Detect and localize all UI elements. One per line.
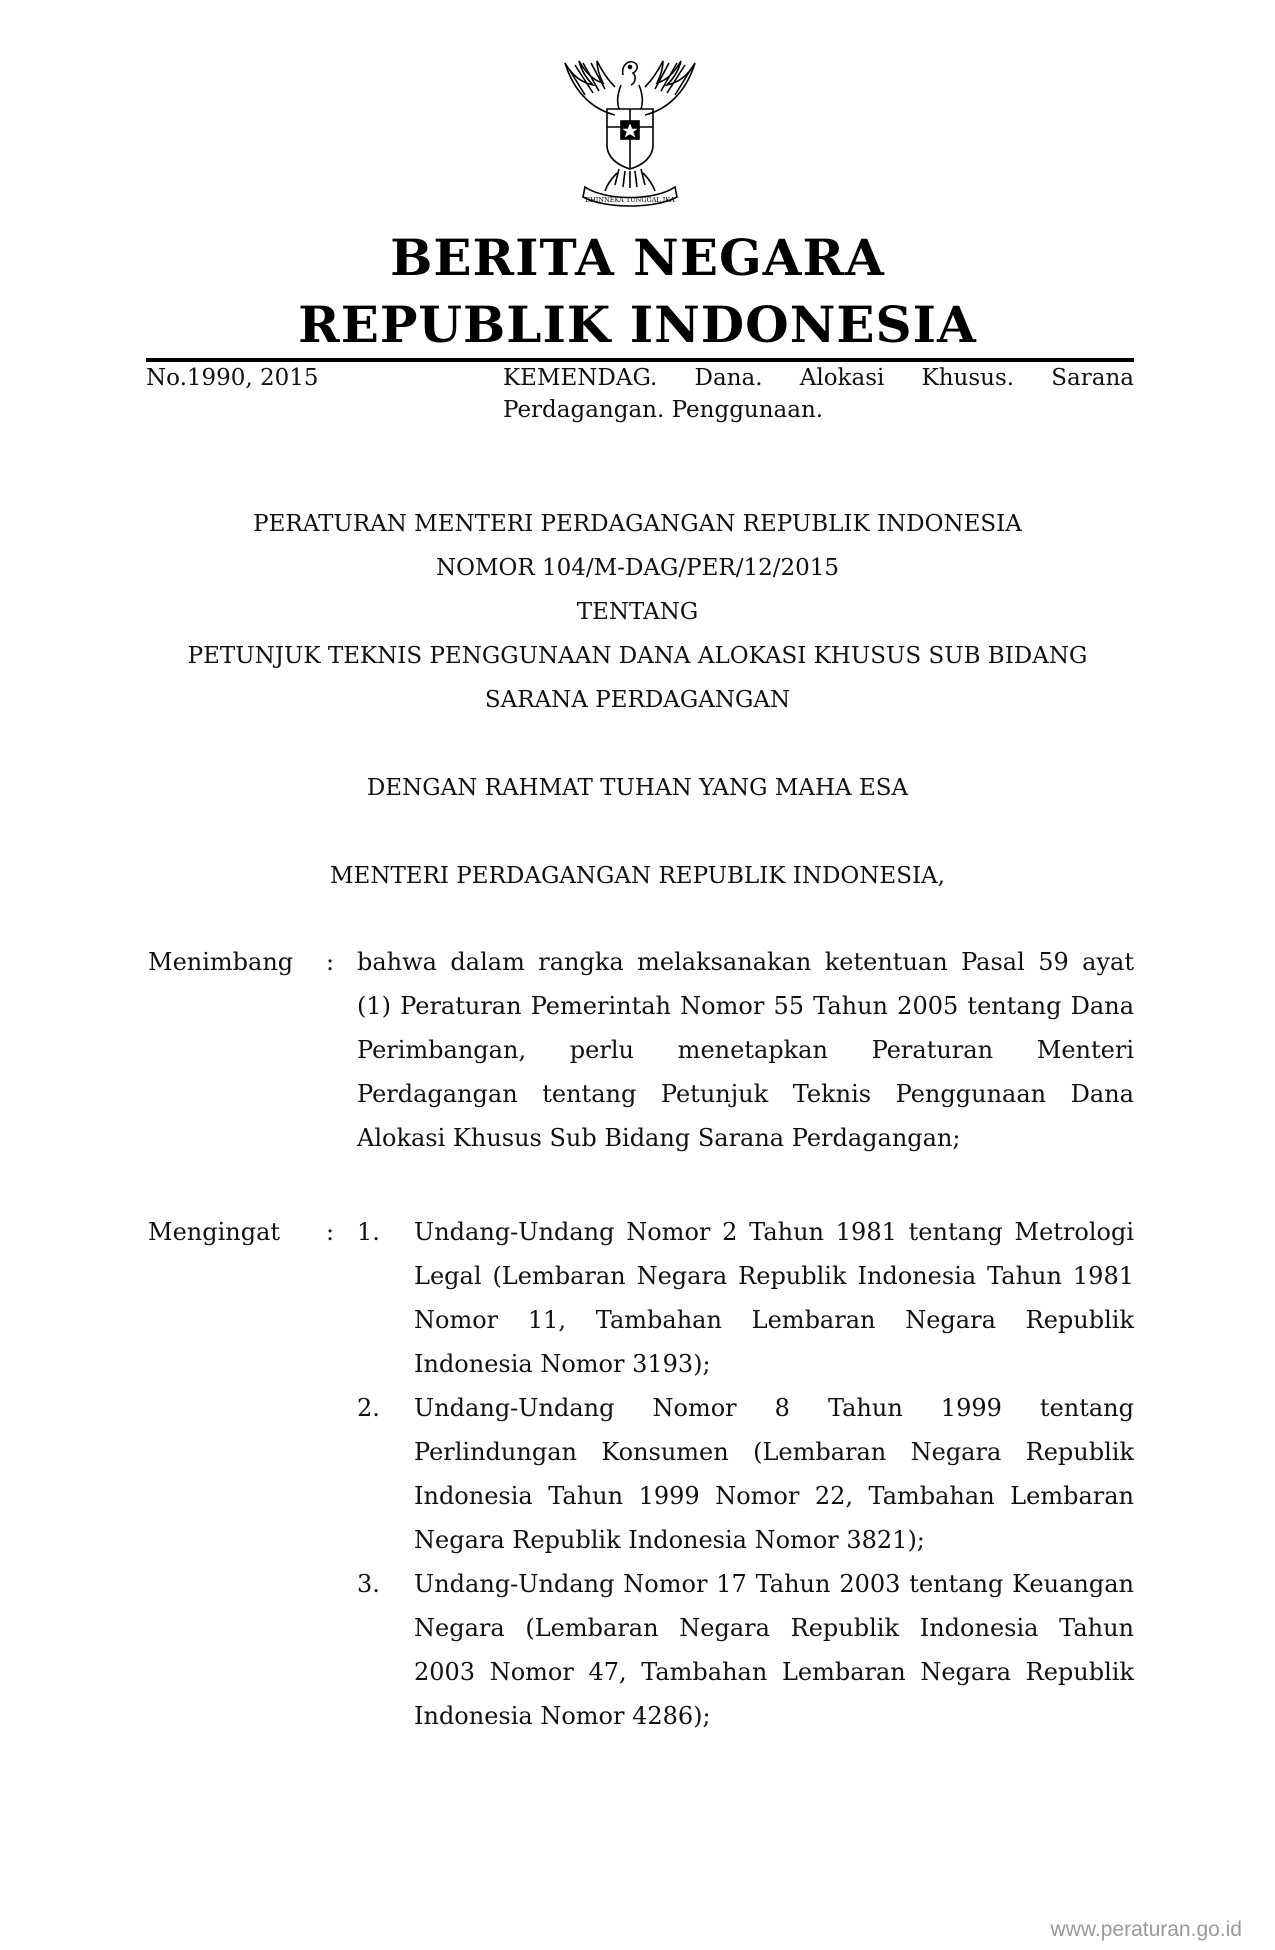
gazette-subject: KEMENDAG. Dana. Alokasi Khusus. Sarana Perdagangan. Penggunaan.	[503, 365, 1134, 423]
title-line-5: SARANA PERDAGANGAN	[484, 687, 791, 713]
menimbang-label: Menimbang	[148, 948, 294, 976]
list-item-text: Undang-Undang Nomor 2 Tahun 1981 tentang Metrologi Legal (Lembaran Negara Republik Indonesia Tahun 1981 Nomor 11, Tambahan Lembaran Negara Republik Indonesia Nomor 3193);	[414, 1218, 1134, 1378]
title-line-3: TENTANG	[576, 599, 699, 625]
list-item-number: 3.	[357, 1570, 380, 1598]
regulation-title	[0, 502, 1275, 722]
gazette-number: No.1990, 2015	[146, 365, 319, 391]
masthead-line-1: BERITA NEGARA	[390, 228, 885, 287]
list-item	[357, 1386, 1134, 1562]
masthead-line-2: REPUBLIK INDONESIA	[298, 295, 977, 354]
minister-heading: MENTERI PERDAGANGAN REPUBLIK INDONESIA,	[330, 863, 945, 889]
garuda-emblem-icon	[555, 55, 705, 210]
mengingat-label: Mengingat	[148, 1218, 281, 1246]
menimbang-text: bahwa dalam rangka melaksanakan ketentuan Pasal 59 ayat (1) Peraturan Pemerintah Nomor 55 Tahun 2005 tentang Dana Perimbangan, perlu menetapkan Peraturan Menteri Perdagangan tentang Petunjuk Teknis Penggunaan Dana Alokasi Khusus Sub Bidang Sarana Perdagangan;	[357, 948, 1134, 1152]
list-item-number: 2.	[357, 1394, 380, 1422]
mengingat-list	[357, 1210, 1134, 1738]
list-item-text: Undang-Undang Nomor 8 Tahun 1999 tentang Perlindungan Konsumen (Lembaran Negara Republik Indonesia Tahun 1999 Nomor 22, Tambahan Lembaran Negara Republik Indonesia Nomor 3821);	[414, 1394, 1134, 1554]
title-line-1: PERATURAN MENTERI PERDAGANGAN REPUBLIK INDONESIA	[253, 511, 1022, 537]
watermark-url: www.peraturan.go.id	[1050, 1918, 1242, 1941]
mengingat-colon: :	[326, 1218, 335, 1246]
invocation: DENGAN RAHMAT TUHAN YANG MAHA ESA	[366, 775, 909, 801]
list-item	[357, 1562, 1134, 1738]
title-line-2: NOMOR 104/M-DAG/PER/12/2015	[435, 555, 840, 581]
emblem-motto: BHINNEKA TUNGGAL IKA	[585, 196, 675, 204]
list-item-number: 1.	[357, 1218, 380, 1246]
title-line-4: PETUNJUK TEKNIS PENGGUNAAN DANA ALOKASI KHUSUS SUB BIDANG	[187, 643, 1088, 669]
list-item-text: Undang-Undang Nomor 17 Tahun 2003 tentang Keuangan Negara (Lembaran Negara Republik Indonesia Tahun 2003 Nomor 47, Tambahan Lembaran Negara Republik Indonesia Nomor 4286);	[414, 1570, 1134, 1730]
list-item	[357, 1210, 1134, 1386]
menimbang-colon: :	[326, 948, 335, 976]
